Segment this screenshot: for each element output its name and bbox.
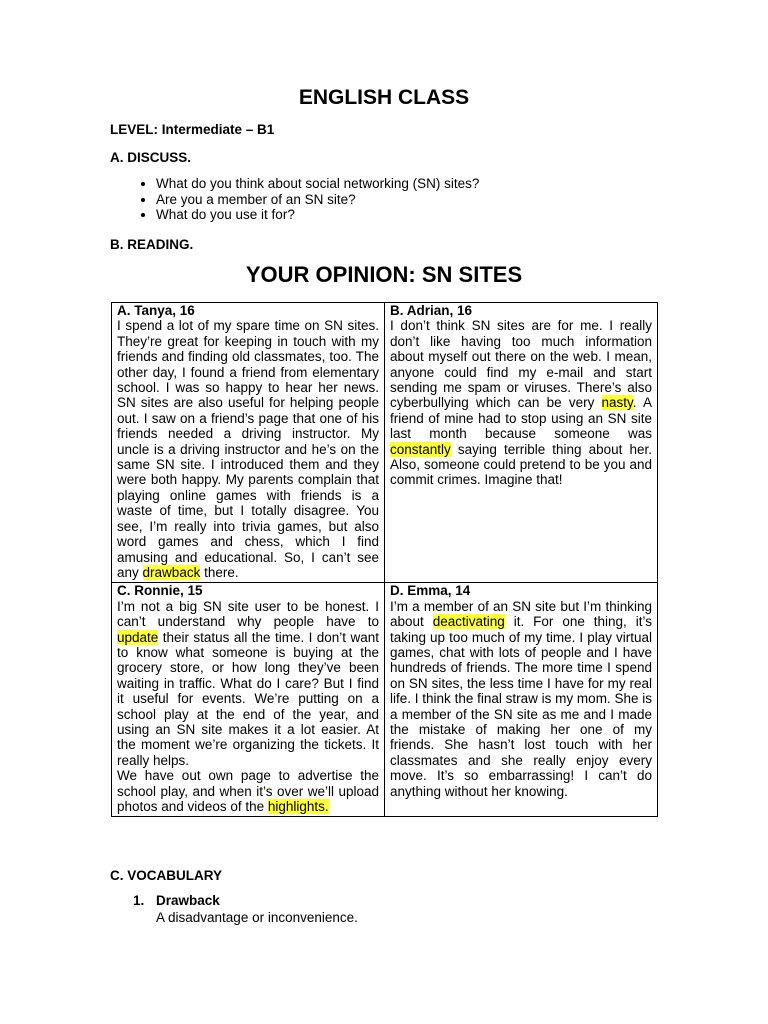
vocabulary-definition: A disadvantage or inconvenience. (156, 910, 358, 925)
reading-title: YOUR OPINION: SN SITES (245, 262, 523, 287)
opinion-text: I’m a member of an SN site but I’m thinking about deactivating it. For one thing, it’s taking up too much of my time. I play virtual games, chat with lots of people and I have hundreds of friends. The more time I spend on SN sites, the less time I have for my real life. I think the final straw is my mom. She is a member of the SN site as me and I made the mistake of making her one of my friends. She hasn’t lost touch with her classmates and she really enjoy every move. It’s so embarrassing! I can’t do anything without her knowing. (390, 598, 652, 799)
opinion-author: D. Emma, 14 (390, 583, 471, 599)
level-label: LEVEL: Intermediate – B1 (110, 122, 275, 137)
table-row (112, 583, 658, 817)
page-title: ENGLISH CLASS (298, 86, 470, 109)
vocabulary-number: 1. (133, 893, 145, 908)
highlighted-word: highlights. (267, 799, 329, 814)
opinion-cell-adrian (385, 303, 658, 583)
opinion-author: A. Tanya, 16 (117, 303, 195, 318)
opinion-cell-tanya (112, 303, 385, 583)
opinion-author: B. Adrian, 16 (390, 303, 473, 318)
opinion-text: We have out own page to advertise the school play, and when it’s over we’ll upload photos and videos of the highlights. (117, 768, 379, 814)
vocabulary-list (133, 893, 358, 925)
section-b-heading: B. READING. (110, 237, 194, 252)
opinion-cell-emma (385, 583, 658, 817)
opinion-text: I don’t think SN sites are for me. I really don’t like having too much information about myself out there on the web. I mean, anyone could find my e-mail and start sending me spam or viruses. There’s also cyberbullying which can be very nasty. A friend of mine had to stop using an SN site last month because someone was constantly saying terrible thing about her. Also, someone could pretend to be you and commit crimes. Imagine that! (390, 318, 652, 488)
section-c-heading: C. VOCABULARY (110, 868, 223, 883)
discussion-questions (133, 176, 479, 223)
highlighted-word: deactivating (432, 614, 505, 630)
discussion-question: • What do you think about social networking (SN) sites? (156, 176, 479, 192)
highlighted-word: constantly (390, 441, 451, 457)
section-a-heading: A. DISCUSS. (110, 150, 192, 165)
vocabulary-term: 1. Drawback (133, 893, 220, 908)
table-row (112, 303, 658, 583)
opinion-cell-ronnie (112, 583, 385, 817)
discussion-question: • Are you a member of an SN site? (156, 192, 479, 208)
opinion-text: I spend a lot of my spare time on SN sites. They’re great for keeping in touch with my friends and finding old classmates, too. The other day, I found a friend from elementary school. I was so happy to hear her news. SN sites are also useful for helping people out. I saw on a friend’s page that one of his friends needed a driving instructor. My uncle is a driving instructor and he’s on the same SN site. I introduced them and they were both happy. My parents complain that playing online games with friends is a waste of time, but I totally disagree. You see, I’m really into trivia games, but also word games and chess, which I find amusing and educational. So, I can’t see any drawback there. (117, 318, 379, 580)
highlighted-word: nasty (601, 395, 633, 411)
highlighted-word: drawback (142, 564, 201, 580)
highlighted-word: update (117, 629, 159, 645)
opinion-author: C. Ronnie, 15 (117, 583, 203, 599)
discussion-question: • What do you use it for? (156, 207, 479, 223)
opinion-text: I’m not a big SN site user to be honest. I can’t understand why people have to update their status all the time. I don’t want to know what someone is buying at the grocery store, or how long they’ve been waiting in traffic. What do I care? But I find it useful for events. We’re putting on a school play at the end of the year, and using an SN site makes it a lot easier. At the moment we’re organizing the tickets. It really helps. (117, 598, 379, 768)
opinions-table (111, 302, 658, 817)
vocabulary-item (133, 893, 358, 925)
